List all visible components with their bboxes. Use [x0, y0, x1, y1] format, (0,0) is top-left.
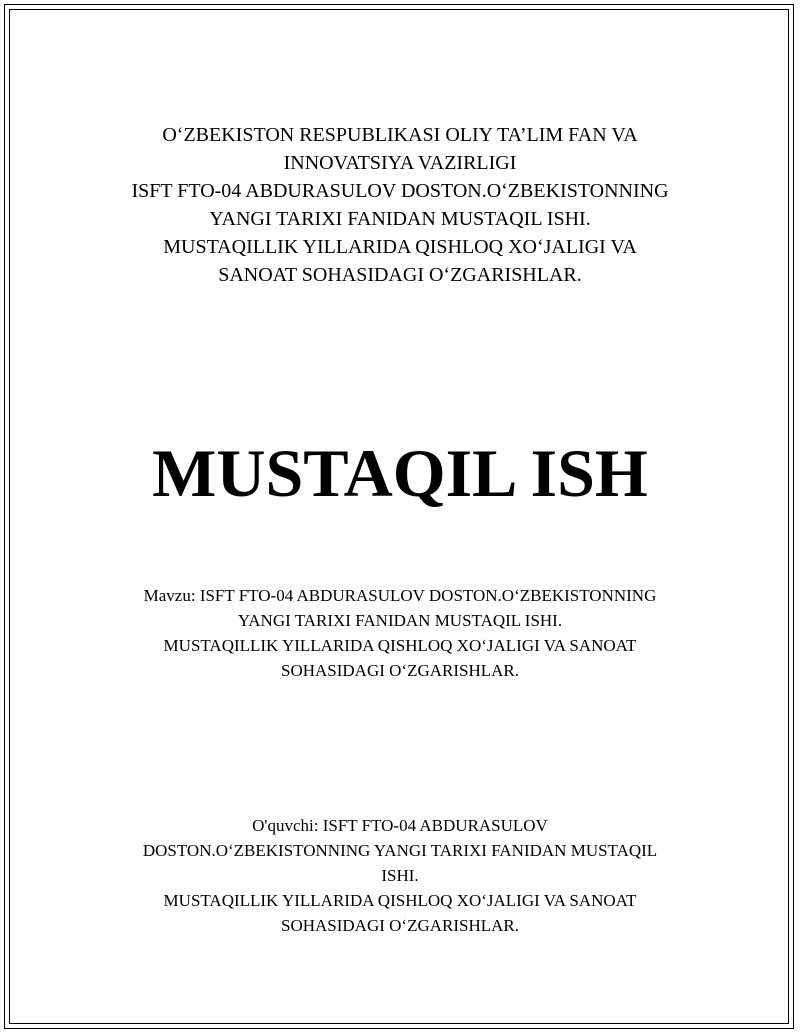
- student-line: SOHASIDAGI O‘ZGARISHLAR.: [281, 916, 519, 935]
- ministry-header: [0, 121, 800, 289]
- topic-line: YANGI TARIXI FANIDAN MUSTAQIL ISHI.: [237, 611, 563, 630]
- header-line: MUSTAQILLIK YILLARIDA QISHLOQ XO‘JALIGI VA: [163, 236, 637, 258]
- header-line: ISFT FTO-04 ABDURASULOV DOSTON.O‘ZBEKISTONNING: [131, 180, 669, 202]
- student-line: O'quvchi: ISFT FTO-04 ABDURASULOV: [252, 816, 548, 835]
- student-line: MUSTAQILLIK YILLARIDA QISHLOQ XO‘JALIGI VA SANOAT: [163, 891, 637, 910]
- header-line: SANOAT SOHASIDAGI O‘ZGARISHLAR.: [218, 264, 582, 286]
- student-line: ISHI.: [381, 866, 419, 885]
- student-section: [0, 813, 800, 938]
- student-line: DOSTON.O‘ZBEKISTONNING YANGI TARIXI FANIDAN MUSTAQIL: [142, 841, 658, 860]
- topic-line: MUSTAQILLIK YILLARIDA QISHLOQ XO‘JALIGI VA SANOAT: [163, 636, 637, 655]
- header-line: YANGI TARIXI FANIDAN MUSTAQIL ISHI.: [209, 208, 591, 230]
- header-line: INNOVATSIYA VAZIRLIGI: [283, 152, 517, 174]
- topic-line: SOHASIDAGI O‘ZGARISHLAR.: [281, 661, 519, 680]
- topic-section: [0, 583, 800, 683]
- header-line: O‘ZBEKISTON RESPUBLIKASI OLIY TA’LIM FAN VA: [162, 124, 638, 146]
- document-title: MUSTAQIL ISH: [152, 435, 648, 511]
- topic-line: Mavzu: ISFT FTO-04 ABDURASULOV DOSTON.O‘ZBEKISTONNING: [143, 586, 657, 605]
